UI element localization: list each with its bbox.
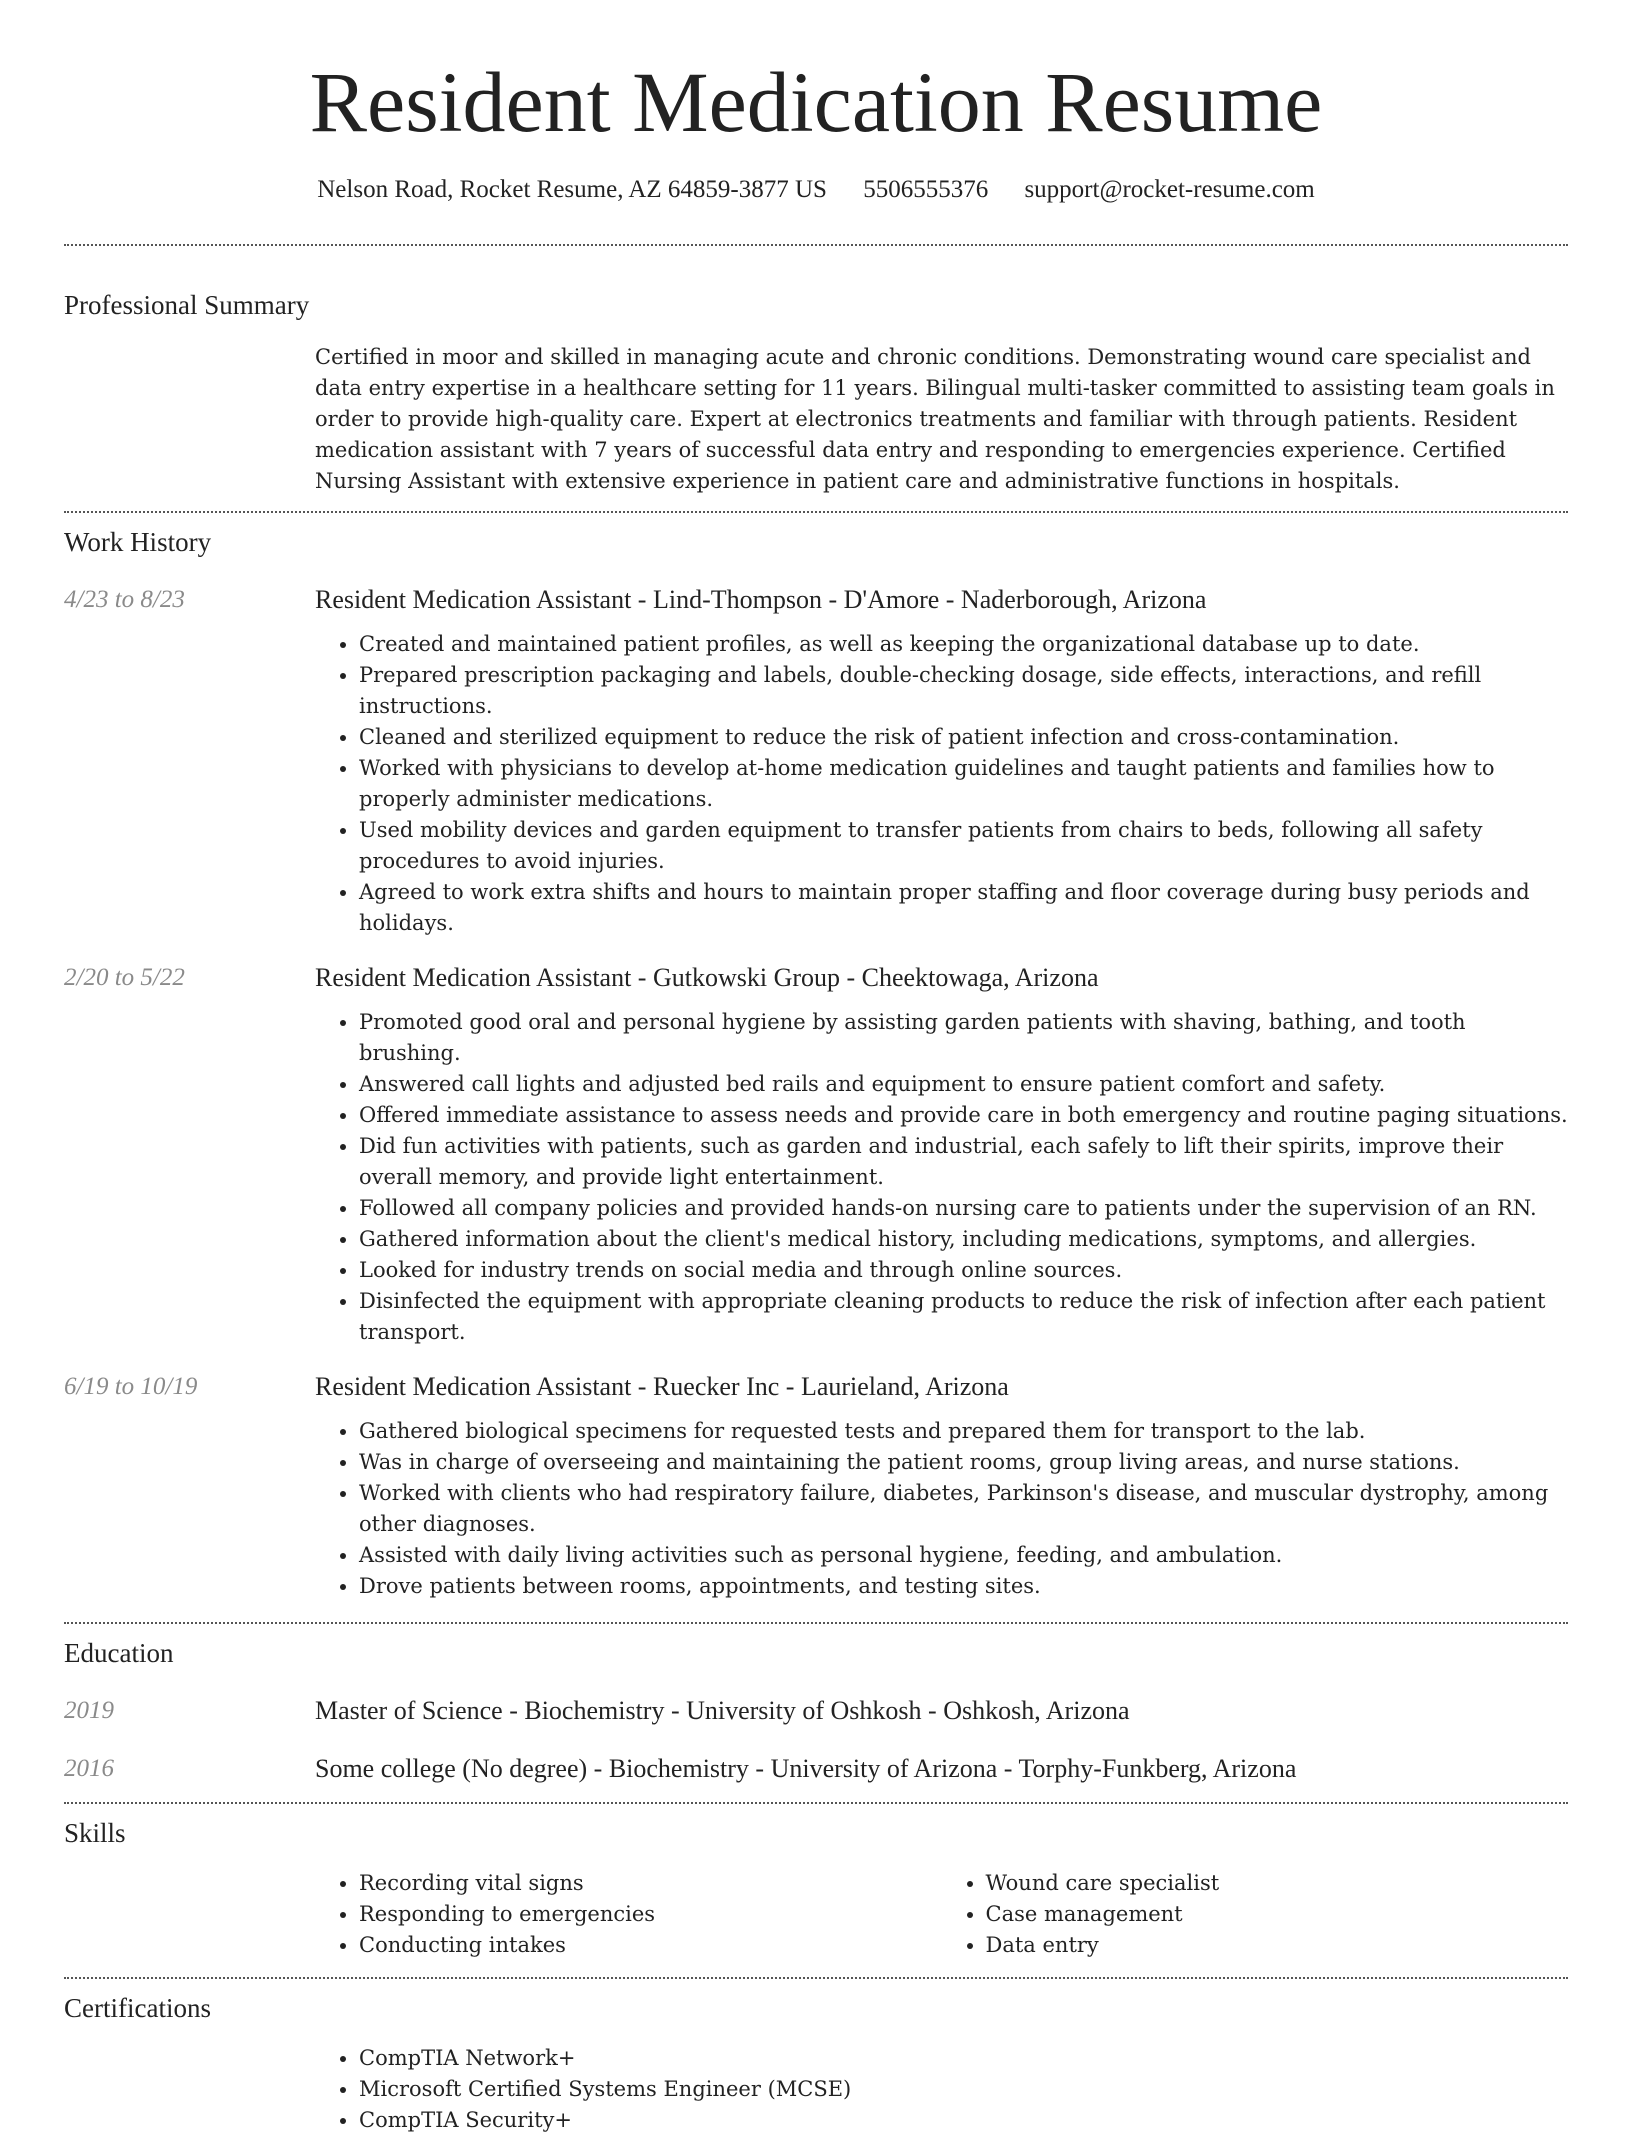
contact-line bbox=[64, 170, 1568, 210]
job-entry bbox=[64, 583, 1568, 939]
education-heading: Some college (No degree) - Biochemistry - University of Arizona - Torphy-Funkberg, Arizona bbox=[315, 1754, 1297, 1783]
list-item: • Offered immediate assistance to assess needs and provide care in both emergency and routine paging situations. bbox=[359, 1100, 1568, 1131]
list-item: • Followed all company policies and provided hands-on nursing care to patients under the supervision of an RN. bbox=[359, 1193, 1568, 1224]
list-item: • CompTIA Security+ bbox=[359, 2105, 1568, 2136]
education-date: 2016 bbox=[64, 1755, 114, 1782]
divider bbox=[64, 511, 1568, 513]
spacer bbox=[64, 1961, 1568, 1977]
list-item: • Agreed to work extra shifts and hours to maintain proper staffing and floor coverage during busy periods and holidays. bbox=[359, 877, 1568, 939]
job-heading: Resident Medication Assistant - Ruecker Inc - Laurieland, Arizona bbox=[315, 1372, 1009, 1401]
job-heading: Resident Medication Assistant - Gutkowski Group - Cheektowaga, Arizona bbox=[315, 963, 1099, 992]
list-item: • Looked for industry trends on social media and through online sources. bbox=[359, 1255, 1568, 1286]
resume-title: Resident Medication Resume bbox=[309, 54, 1323, 150]
divider bbox=[64, 1622, 1568, 1624]
list-item: • Worked with physicians to develop at-home medication guidelines and taught patients and families how to properly administer medications. bbox=[359, 753, 1568, 815]
list-item: • Responding to emergencies bbox=[359, 1899, 942, 1930]
divider bbox=[64, 1977, 1568, 1979]
divider bbox=[64, 1802, 1568, 1804]
list-item: • Case management bbox=[986, 1899, 1569, 1930]
section-title-certifications: Certifications bbox=[64, 1993, 211, 2023]
certifications-items bbox=[315, 2043, 1568, 2136]
list-item: • Disinfected the equipment with appropriate cleaning products to reduce the risk of infection after each patient transport. bbox=[359, 1286, 1568, 1348]
certifications-list bbox=[315, 2043, 1568, 2136]
job-bullets bbox=[315, 1007, 1568, 1348]
job-body bbox=[315, 1370, 1568, 1602]
job-date: 2/20 to 5/22 bbox=[64, 964, 185, 991]
list-item: • Created and maintained patient profiles, as well as keeping the organizational database up to date. bbox=[359, 629, 1568, 660]
list-item: • Promoted good oral and personal hygiene by assisting garden patients with shaving, bathing, and tooth brushing. bbox=[359, 1007, 1568, 1069]
list-item: • Prepared prescription packaging and labels, double-checking dosage, side effects, interactions, and refill instructions. bbox=[359, 660, 1568, 722]
job-body bbox=[315, 961, 1568, 1348]
list-item: • Data entry bbox=[986, 1930, 1569, 1961]
skills-column-left bbox=[315, 1868, 942, 1961]
job-bullets bbox=[315, 1416, 1568, 1602]
list-item: • Did fun activities with patients, such as garden and industrial, each safely to lift their spirits, improve their overall memory, and provide light entertainment. bbox=[359, 1131, 1568, 1193]
section-title-skills: Skills bbox=[64, 1818, 126, 1848]
list-item: • Microsoft Certified Systems Engineer (MCSE) bbox=[359, 2074, 1568, 2105]
job-date: 6/19 to 10/19 bbox=[64, 1373, 198, 1400]
education-date: 2019 bbox=[64, 1697, 114, 1724]
job-entry bbox=[64, 961, 1568, 1348]
list-item: • Recording vital signs bbox=[359, 1868, 942, 1899]
contact-address: Nelson Road, Rocket Resume, AZ 64859-3877 US bbox=[317, 176, 827, 203]
list-item: • Conducting intakes bbox=[359, 1930, 942, 1961]
list-item: • Used mobility devices and garden equipment to transfer patients from chairs to beds, following all safety procedures to avoid injuries. bbox=[359, 815, 1568, 877]
job-entry bbox=[64, 1370, 1568, 1602]
section-title-summary: Professional Summary bbox=[64, 290, 310, 320]
list-item: • CompTIA Network+ bbox=[359, 2043, 1568, 2074]
education-entry bbox=[64, 1752, 1568, 1786]
list-item: • Drove patients between rooms, appointments, and testing sites. bbox=[359, 1571, 1568, 1602]
job-heading: Resident Medication Assistant - Lind-Thompson - D'Amore - Naderborough, Arizona bbox=[315, 585, 1207, 614]
job-bullets bbox=[315, 629, 1568, 939]
job-body bbox=[315, 583, 1568, 939]
list-item: • Cleaned and sterilized equipment to reduce the risk of patient infection and cross-contamination. bbox=[359, 722, 1568, 753]
section-title-education: Education bbox=[64, 1638, 174, 1668]
list-item: • Answered call lights and adjusted bed rails and equipment to ensure patient comfort and safety. bbox=[359, 1069, 1568, 1100]
education-body bbox=[315, 1694, 1568, 1728]
list-item: • Gathered biological specimens for requested tests and prepared them for transport to the lab. bbox=[359, 1416, 1568, 1447]
divider bbox=[64, 244, 1568, 246]
summary-text: Certified in moor and skilled in managing acute and chronic conditions. Demonstrating wound care specialist and data entry expertise in a healthcare setting for 11 years. Bilingual multi-tasker committed to assisting team goals in order to provide high-quality care. Expert at electronics treatments and familiar with through patients. Resident medication assistant with 7 years of successful data entry and responding to emergencies experience. Certified Nursing Assistant with extensive experience in patient care and administrative functions in hospitals. bbox=[315, 345, 1555, 493]
section-title-work-history: Work History bbox=[64, 527, 212, 557]
list-item: • Wound care specialist bbox=[986, 1868, 1569, 1899]
skills-column-right bbox=[942, 1868, 1569, 1961]
education-heading: Master of Science - Biochemistry - University of Oshkosh - Oshkosh, Arizona bbox=[315, 1696, 1130, 1725]
education-entry bbox=[64, 1694, 1568, 1728]
list-item: • Worked with clients who had respiratory failure, diabetes, Parkinson's disease, and muscular dystrophy, among other diagnoses. bbox=[359, 1478, 1568, 1540]
list-item: • Assisted with daily living activities such as personal hygiene, feeding, and ambulation. bbox=[359, 1540, 1568, 1571]
contact-email[interactable]: support@rocket-resume.com bbox=[1024, 176, 1315, 203]
list-item: • Was in charge of overseeing and maintaining the patient rooms, group living areas, and nurse stations. bbox=[359, 1447, 1568, 1478]
list-item: • Gathered information about the client's medical history, including medications, symptoms, and allergies. bbox=[359, 1224, 1568, 1255]
education-body bbox=[315, 1752, 1568, 1786]
job-date: 4/23 to 8/23 bbox=[64, 586, 185, 613]
skills-list bbox=[315, 1868, 1568, 1961]
contact-phone: 5506555376 bbox=[863, 176, 989, 203]
